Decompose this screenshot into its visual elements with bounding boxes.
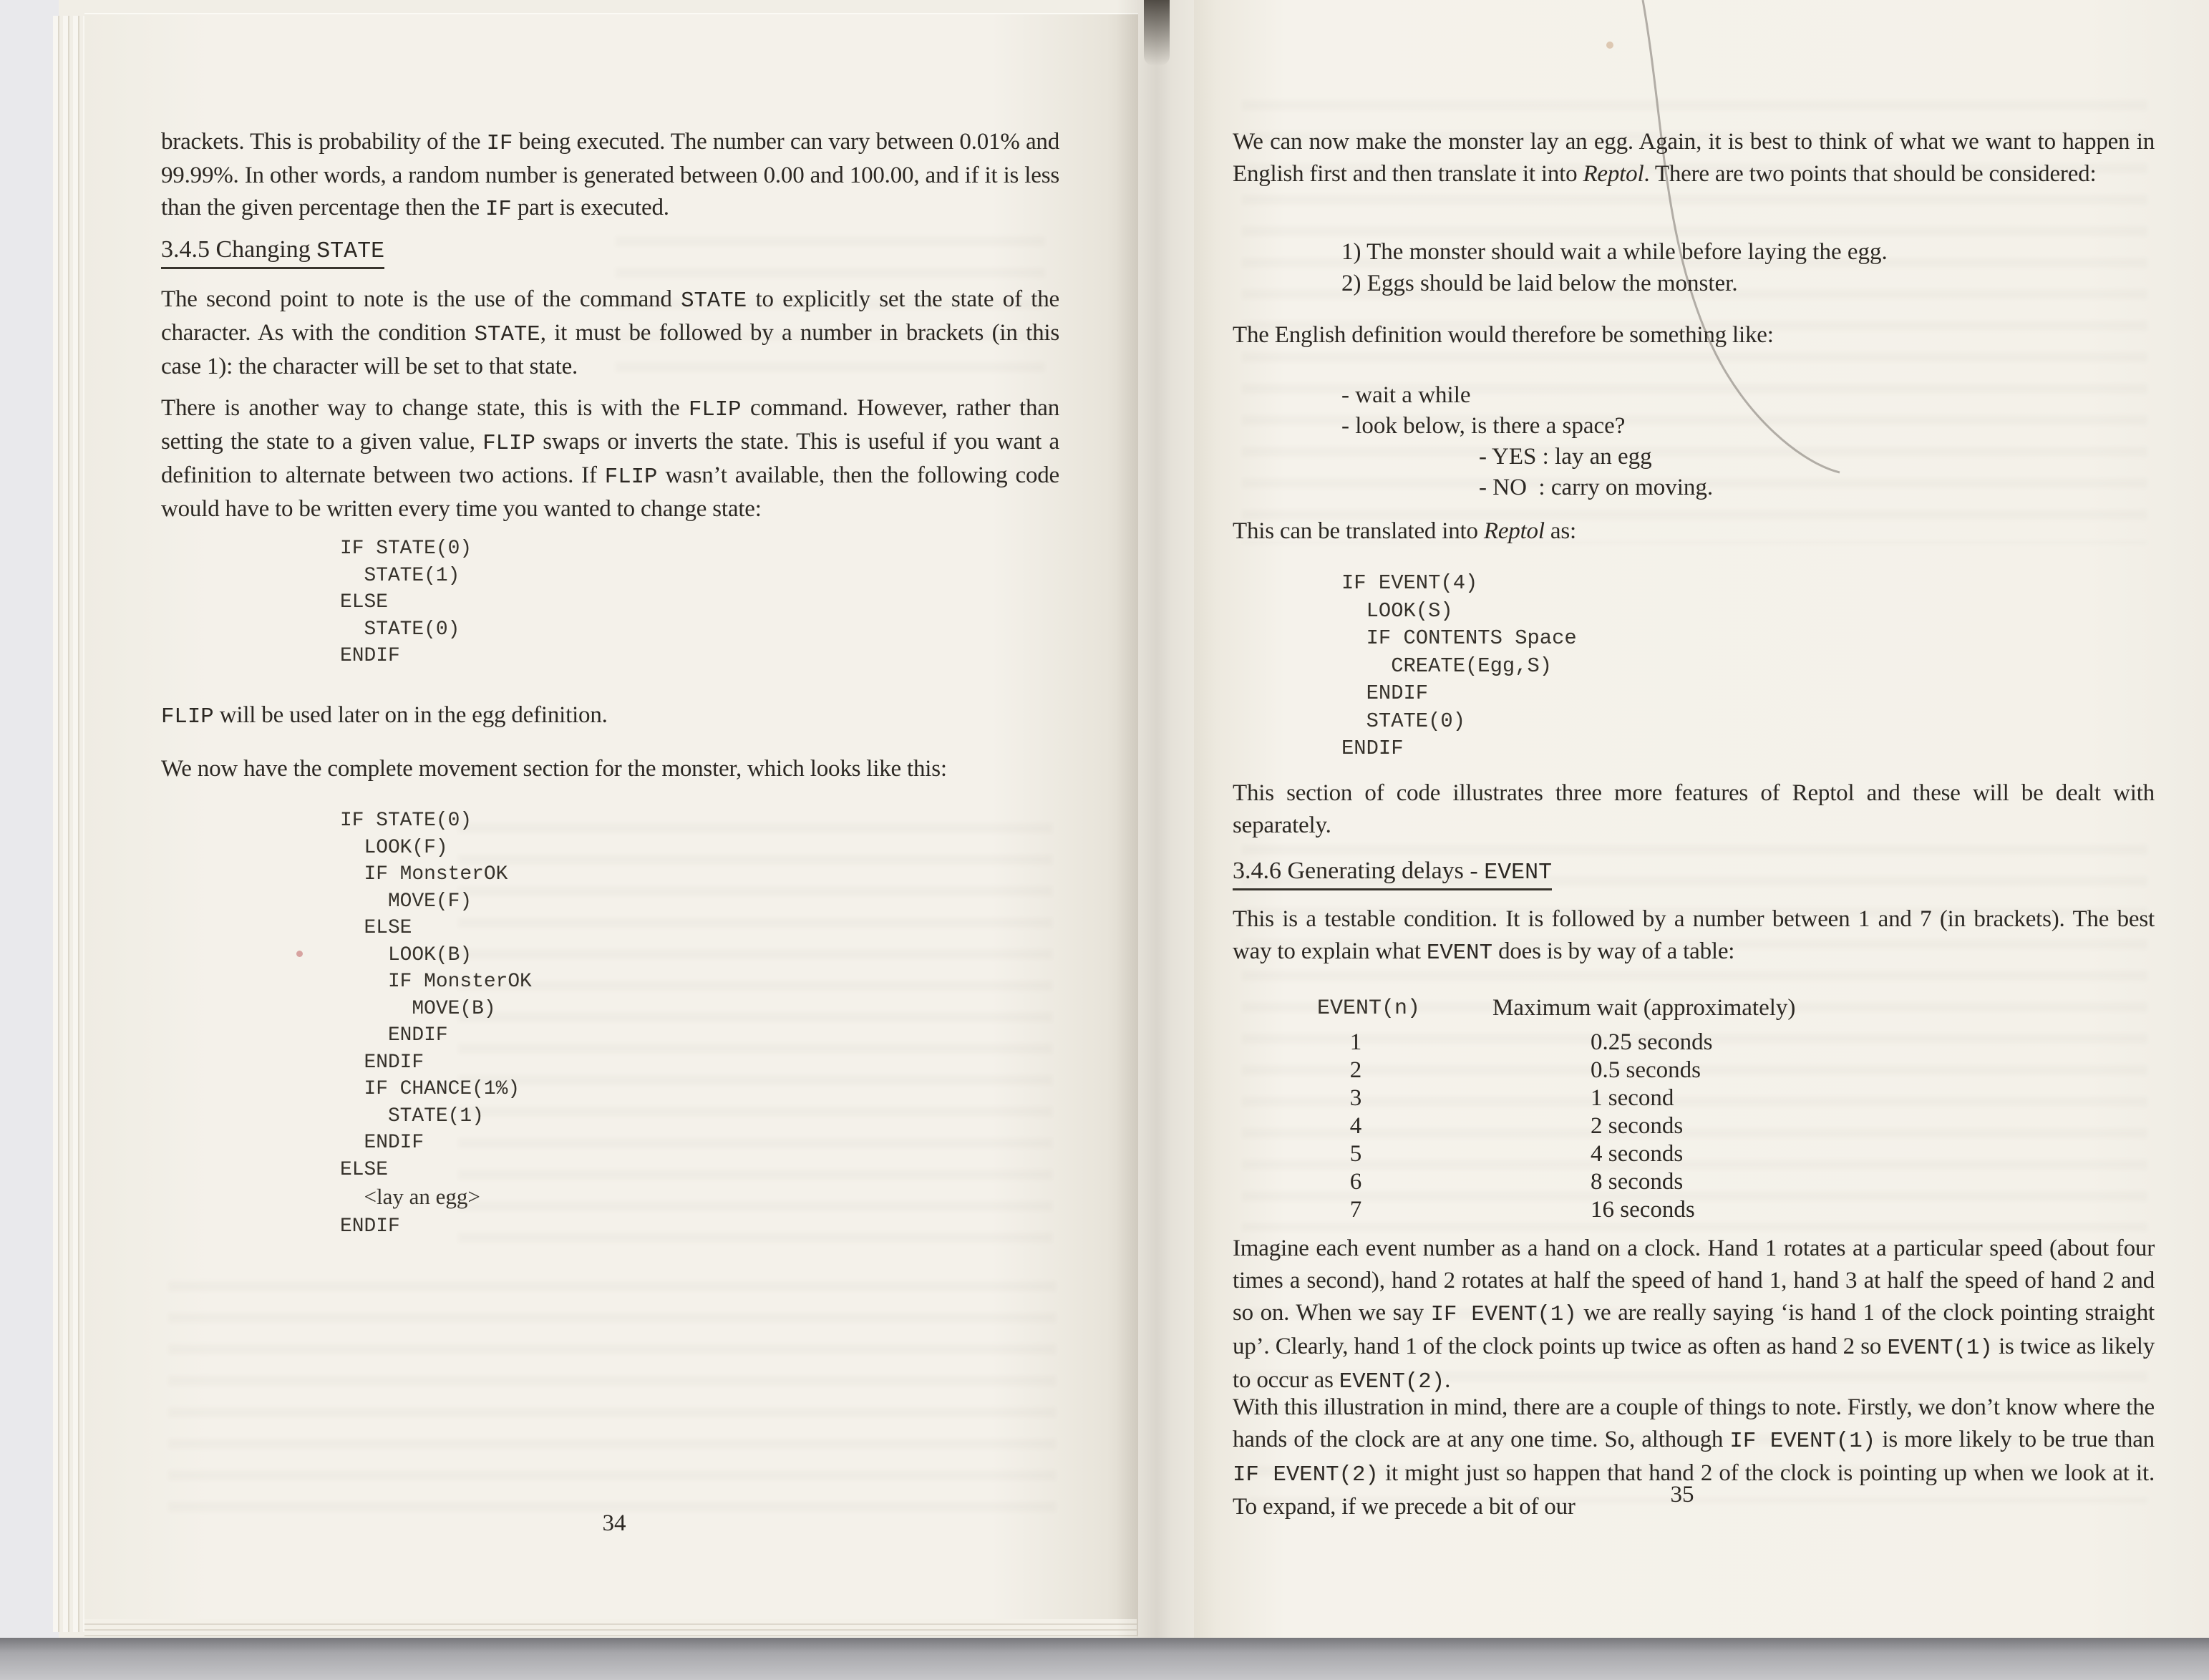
scanner-background (0, 1638, 2209, 1680)
table-row-wait-value: 4 seconds (1591, 1141, 1684, 1167)
numbered-point-2: 2) Eggs should be laid below the monster. (1341, 271, 1738, 296)
table-row-wait-value: 1 second (1591, 1085, 1674, 1111)
code-block-egg-laying: IF EVENT(4) LOOK(S) IF CONTENTS Space CREATE(Egg,S) ENDIF STATE(0) ENDIF (1341, 571, 1577, 760)
paragraph-testable-condition: This is a testable condition. It is followed by a number between 1 and 7 (in brackets). The best way to explain what EVENT does is by way of a table: (1233, 906, 2155, 966)
paragraph-movement-intro: We now have the complete movement section for the monster, which looks like this: (161, 756, 947, 782)
code-block-flip-alternative: IF STATE(0) STATE(1) ELSE STATE(0) ENDIF (340, 538, 472, 667)
table-row-wait-value: 16 seconds (1591, 1197, 1695, 1223)
table-row-event-number: 5 (1349, 1141, 1362, 1167)
book-gutter-shadow (1117, 0, 1217, 1641)
paragraph-clock-hands: Imagine each event number as a hand on a clock. Hand 1 rotates at a particular speed (about four times a second), hand 2 rotates at half the speed of hand 1, hand 3 at half the speed of hand 2 and so on. When we say IF EVENT(1) we are really saying ‘is hand 1 of the clock pointing straight up’. Clearly, hand 1 of the clock points up twice as often as hand 2 so EVENT(1) is twice as likely to occur as EVENT(2). (1233, 1235, 2155, 1394)
table-row-wait-value: 0.5 seconds (1591, 1057, 1701, 1083)
page-edges-bottom (84, 1619, 1137, 1638)
paragraph-translated-reptol: This can be translated into Reptol as: (1233, 518, 1576, 544)
table-row-event-number: 4 (1349, 1113, 1362, 1139)
dash-point-yes: - YES : lay an egg (1479, 444, 1652, 470)
table-row-event-number: 1 (1349, 1029, 1362, 1055)
section-heading-3-4-6: 3.4.6 Generating delays - EVENT (1233, 858, 1552, 890)
table-row-event-number: 3 (1349, 1085, 1362, 1111)
dash-point-look-below: - look below, is there a space? (1341, 413, 1626, 439)
dash-point-no: - NO : carry on moving. (1479, 475, 1714, 500)
table-row-event-number: 6 (1349, 1169, 1362, 1195)
table-header-event-n: EVENT(n) (1317, 996, 1421, 1021)
paragraph-lay-egg: We can now make the monster lay an egg. Again, it is best to think of what we want to happen in English first and then translate it into Reptol. There are two points that should be considered: (1233, 129, 2155, 187)
table-row-wait-value: 2 seconds (1591, 1113, 1684, 1139)
table-row-wait-value: 8 seconds (1591, 1169, 1684, 1195)
code-block-monster-movement: IF STATE(0) LOOK(F) IF MonsterOK MOVE(F) ELSE LOOK(B) IF MonsterOK MOVE(B) ENDIF ENDIF IF CHANCE(1%) STATE(1) ENDIF ELSE <lay an egg> ENDIF (340, 810, 532, 1238)
paragraph-if-probability: brackets. This is probability of the IF being executed. The number can vary between 0.01% and 99.99%. In other words, a random number is generated between 0.00 and 100.00, and if it is less than the given percentage then the IF part is executed. (161, 129, 1059, 222)
table-row-wait-value: 0.25 seconds (1591, 1029, 1713, 1055)
page-number-34: 34 (602, 1510, 626, 1536)
paragraph-flip-later: FLIP will be used later on in the egg definition. (161, 702, 608, 729)
paragraph-english-definition: The English definition would therefore be something like: (1233, 322, 1774, 348)
gutter-top-shadow (1144, 0, 1170, 66)
dash-point-wait: - wait a while (1341, 382, 1471, 408)
paragraph-three-features: This section of code illustrates three more features of Reptol and these will be dealt with separately. (1233, 780, 2155, 838)
paragraph-flip-command: There is another way to change state, this is with the FLIP command. However, rather than setting the state to a given value, FLIP swaps or inverts the state. This is useful if you want a definition to alternate between two actions. If FLIP wasn’t available, then the following code would have to be written every time you wanted to change state: (161, 395, 1060, 522)
paragraph-illustration-notes: With this illustration in mind, there are a couple of things to note. Firstly, we don’t know where the hands of the clock are at any one time. So, although IF EVENT(1) is more likely to be true than IF EVENT(2) it might just so happen that hand 2 of the clock is pointing up when we look at it. To expand, if we precede a bit of our (1233, 1394, 2155, 1520)
table-row-event-number: 2 (1349, 1057, 1362, 1083)
table-header-max-wait: Maximum wait (approximately) (1492, 995, 1796, 1021)
paragraph-state-command: The second point to note is the use of the command STATE to explicitly set the state of the character. As with the condition STATE, it must be followed by a number in brackets (in this case 1): the character will be set to that state. (161, 286, 1059, 379)
numbered-point-1: 1) The monster should wait a while before laying the egg. (1341, 239, 1888, 265)
table-row-event-number: 7 (1349, 1197, 1362, 1223)
page-number-35: 35 (1670, 1482, 1694, 1507)
section-heading-3-4-5: 3.4.5 Changing STATE (161, 236, 384, 269)
